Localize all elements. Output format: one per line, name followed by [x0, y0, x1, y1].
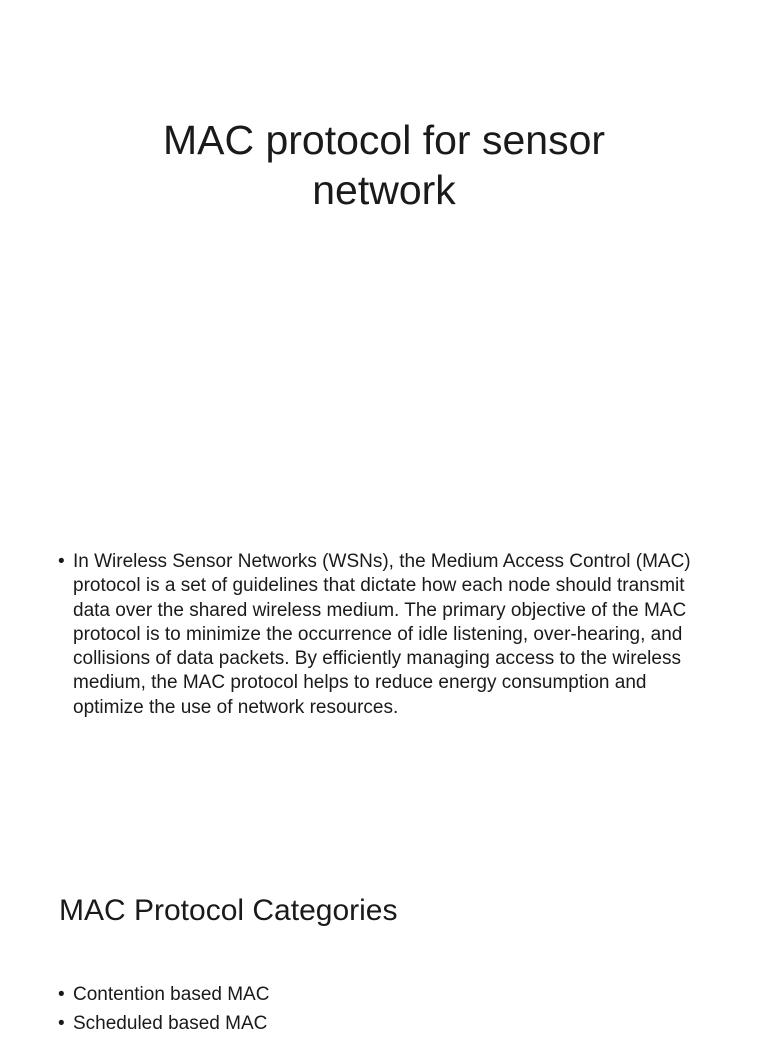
- bullet-item: [58, 550, 708, 720]
- bullet-text: In Wireless Sensor Networks (WSNs), the Medium Access Control (MAC) protocol is a set of guidelines that dictate how each node should transmit data over the shared wireless medium. The primary objective of the MAC protocol is to minimize the occurrence of idle listening, over-hearing, and collisions of data packets. By efficiently managing access to the wireless medium, the MAC protocol helps to reduce energy consumption and optimize the use of network resources.: [73, 551, 691, 718]
- bullet-item: [58, 983, 708, 1007]
- bullet-text: Scheduled based MAC: [73, 1013, 268, 1035]
- bullet-icon: •: [58, 984, 65, 1005]
- bullet-list: [58, 983, 708, 1042]
- bullet-icon: •: [58, 551, 65, 572]
- bullet-list: [58, 550, 708, 720]
- slide-heading: MAC Protocol Categories: [59, 894, 398, 927]
- bullet-text: Contention based MAC: [73, 984, 270, 1005]
- slide-title: MAC protocol for sensor network: [162, 117, 606, 213]
- bullet-item: [58, 1012, 708, 1036]
- bullet-icon: •: [58, 1013, 65, 1035]
